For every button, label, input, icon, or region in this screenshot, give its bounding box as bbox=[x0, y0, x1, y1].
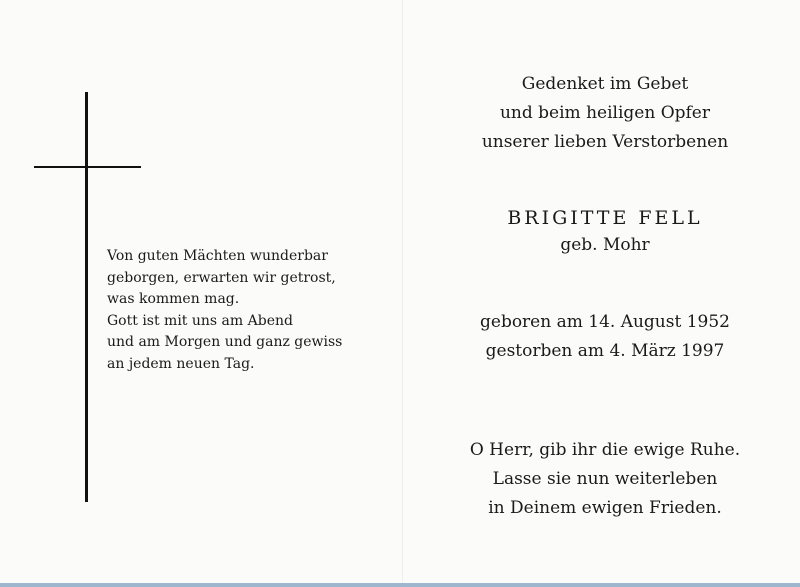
poem-line: an jedem neuen Tag. bbox=[107, 355, 255, 372]
life-dates bbox=[445, 308, 765, 366]
maiden-name: geb. Mohr bbox=[560, 235, 650, 255]
remembrance-intro bbox=[445, 70, 765, 157]
birth-date: geboren am 14. August 1952 bbox=[480, 312, 730, 332]
cross-vertical-bar bbox=[85, 92, 88, 502]
prayer-line: in Deinem ewigen Frieden. bbox=[488, 498, 722, 518]
cross-horizontal-bar bbox=[34, 166, 141, 168]
poem-line: Von guten Mächten wunderbar bbox=[107, 248, 328, 264]
card-fold-line bbox=[402, 0, 403, 587]
intro-line: und beim heiligen Opfer bbox=[499, 103, 710, 123]
intro-line: Gedenket im Gebet bbox=[521, 74, 689, 94]
poem-line: geborgen, erwarten wir getrost, bbox=[107, 269, 336, 286]
prayer-line: O Herr, gib ihr die ewige Ruhe. bbox=[469, 440, 741, 460]
poem-text bbox=[107, 246, 397, 375]
scan-bottom-edge bbox=[0, 583, 800, 587]
intro-line: unserer lieben Verstorbenen bbox=[481, 132, 729, 152]
poem-line: Gott ist mit uns am Abend bbox=[107, 312, 293, 329]
closing-prayer bbox=[445, 436, 765, 523]
poem-line: und am Morgen und ganz gewiss bbox=[107, 334, 343, 350]
prayer-line: Lasse sie nun weiterleben bbox=[492, 469, 718, 489]
death-date: gestorben am 4. März 1997 bbox=[485, 341, 725, 361]
deceased-name: BRIGITTE FELL bbox=[507, 207, 703, 229]
poem-line: was kommen mag. bbox=[107, 291, 240, 307]
